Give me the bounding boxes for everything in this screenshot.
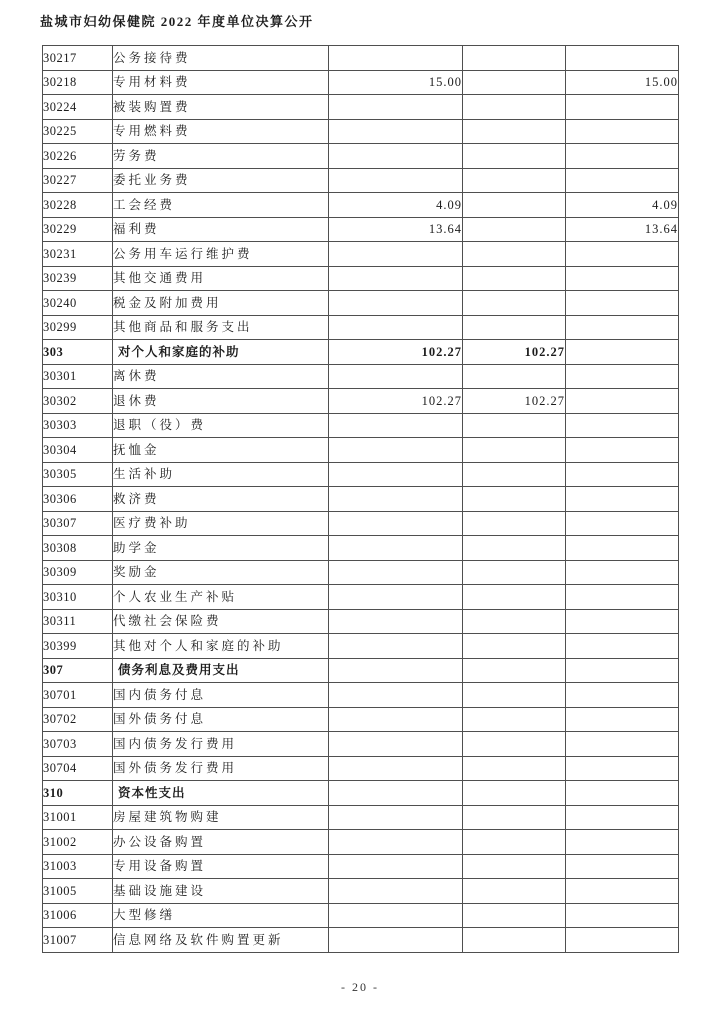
table-row — [43, 756, 679, 781]
name-cell: 助学金 — [113, 536, 329, 561]
value-cell-3 — [566, 291, 679, 316]
table-row — [43, 536, 679, 561]
name-cell: 国外债务付息 — [113, 707, 329, 732]
table-row — [43, 928, 679, 953]
code-cell: 30308 — [43, 536, 113, 561]
value-cell-3 — [566, 340, 679, 365]
value-cell-3 — [566, 315, 679, 340]
account-table — [42, 45, 679, 953]
table-row — [43, 70, 679, 95]
name-cell: 福利费 — [113, 217, 329, 242]
table-row — [43, 315, 679, 340]
name-cell: 房屋建筑物购建 — [113, 805, 329, 830]
code-cell: 30302 — [43, 389, 113, 414]
value-cell-3 — [566, 46, 679, 71]
value-cell-3 — [566, 683, 679, 708]
value-cell-1 — [329, 462, 463, 487]
value-cell-3 — [566, 144, 679, 169]
value-cell-2 — [463, 830, 566, 855]
code-cell: 30218 — [43, 70, 113, 95]
name-cell: 其他商品和服务支出 — [113, 315, 329, 340]
table-row — [43, 487, 679, 512]
value-cell-1 — [329, 634, 463, 659]
value-cell-2 — [463, 413, 566, 438]
code-cell: 30305 — [43, 462, 113, 487]
name-cell: 代缴社会保险费 — [113, 609, 329, 634]
name-cell: 信息网络及软件购置更新 — [113, 928, 329, 953]
table-row — [43, 340, 679, 365]
value-cell-2 — [463, 217, 566, 242]
table-row — [43, 438, 679, 463]
value-cell-3 — [566, 438, 679, 463]
table-row — [43, 560, 679, 585]
value-cell-2 — [463, 879, 566, 904]
name-cell: 对个人和家庭的补助 — [113, 340, 329, 365]
name-cell: 退休费 — [113, 389, 329, 414]
table-row — [43, 119, 679, 144]
value-cell-2 — [463, 46, 566, 71]
value-cell-2 — [463, 193, 566, 218]
table-row — [43, 291, 679, 316]
table-row — [43, 805, 679, 830]
value-cell-3 — [566, 168, 679, 193]
value-cell-1 — [329, 609, 463, 634]
name-cell: 生活补助 — [113, 462, 329, 487]
value-cell-3: 13.64 — [566, 217, 679, 242]
table-row — [43, 364, 679, 389]
value-cell-3 — [566, 854, 679, 879]
code-cell: 30310 — [43, 585, 113, 610]
name-cell: 工会经费 — [113, 193, 329, 218]
value-cell-1 — [329, 879, 463, 904]
name-cell: 国内债务付息 — [113, 683, 329, 708]
value-cell-3 — [566, 707, 679, 732]
name-cell: 奖励金 — [113, 560, 329, 585]
name-cell: 公务用车运行维护费 — [113, 242, 329, 267]
value-cell-2 — [463, 462, 566, 487]
name-cell: 专用材料费 — [113, 70, 329, 95]
value-cell-1 — [329, 536, 463, 561]
value-cell-3 — [566, 413, 679, 438]
name-cell: 公务接待费 — [113, 46, 329, 71]
value-cell-2 — [463, 119, 566, 144]
name-cell: 专用设备购置 — [113, 854, 329, 879]
value-cell-3 — [566, 364, 679, 389]
value-cell-1: 15.00 — [329, 70, 463, 95]
table-row — [43, 609, 679, 634]
value-cell-3 — [566, 634, 679, 659]
value-cell-3 — [566, 732, 679, 757]
table-row — [43, 389, 679, 414]
table-row — [43, 683, 679, 708]
name-cell: 退职（役）费 — [113, 413, 329, 438]
value-cell-1 — [329, 46, 463, 71]
code-cell: 31002 — [43, 830, 113, 855]
value-cell-3 — [566, 560, 679, 585]
value-cell-1 — [329, 854, 463, 879]
code-cell: 31003 — [43, 854, 113, 879]
table-row — [43, 732, 679, 757]
name-cell: 办公设备购置 — [113, 830, 329, 855]
table-row — [43, 585, 679, 610]
name-cell: 救济费 — [113, 487, 329, 512]
value-cell-1 — [329, 119, 463, 144]
code-cell: 30229 — [43, 217, 113, 242]
page-title: 盐城市妇幼保健院 2022 年度单位决算公开 — [40, 14, 314, 29]
value-cell-2 — [463, 707, 566, 732]
code-cell: 30231 — [43, 242, 113, 267]
code-cell: 307 — [43, 658, 113, 683]
code-cell: 30227 — [43, 168, 113, 193]
value-cell-2 — [463, 536, 566, 561]
code-cell: 30306 — [43, 487, 113, 512]
value-cell-2 — [463, 634, 566, 659]
name-cell: 被装购置费 — [113, 95, 329, 120]
value-cell-1 — [329, 781, 463, 806]
value-cell-2 — [463, 928, 566, 953]
table-row — [43, 511, 679, 536]
value-cell-3 — [566, 511, 679, 536]
value-cell-3 — [566, 585, 679, 610]
value-cell-2 — [463, 144, 566, 169]
code-cell: 31006 — [43, 903, 113, 928]
table-row — [43, 707, 679, 732]
value-cell-1 — [329, 315, 463, 340]
value-cell-1: 13.64 — [329, 217, 463, 242]
value-cell-3 — [566, 658, 679, 683]
value-cell-2 — [463, 658, 566, 683]
name-cell: 其他交通费用 — [113, 266, 329, 291]
name-cell: 资本性支出 — [113, 781, 329, 806]
account-table-body — [43, 46, 679, 953]
value-cell-1: 4.09 — [329, 193, 463, 218]
value-cell-2 — [463, 854, 566, 879]
name-cell: 抚恤金 — [113, 438, 329, 463]
table-row — [43, 658, 679, 683]
value-cell-1 — [329, 168, 463, 193]
value-cell-3 — [566, 536, 679, 561]
code-cell: 30301 — [43, 364, 113, 389]
value-cell-1 — [329, 266, 463, 291]
value-cell-2 — [463, 70, 566, 95]
value-cell-3 — [566, 266, 679, 291]
name-cell: 大型修缮 — [113, 903, 329, 928]
value-cell-2 — [463, 438, 566, 463]
name-cell: 劳务费 — [113, 144, 329, 169]
code-cell: 30225 — [43, 119, 113, 144]
value-cell-1 — [329, 95, 463, 120]
value-cell-2 — [463, 609, 566, 634]
value-cell-1: 102.27 — [329, 340, 463, 365]
value-cell-3 — [566, 119, 679, 144]
name-cell: 医疗费补助 — [113, 511, 329, 536]
code-cell: 30311 — [43, 609, 113, 634]
name-cell: 国内债务发行费用 — [113, 732, 329, 757]
code-cell: 30702 — [43, 707, 113, 732]
code-cell: 310 — [43, 781, 113, 806]
code-cell: 30701 — [43, 683, 113, 708]
value-cell-3 — [566, 487, 679, 512]
code-cell: 30239 — [43, 266, 113, 291]
value-cell-3 — [566, 830, 679, 855]
table-row — [43, 634, 679, 659]
value-cell-2 — [463, 683, 566, 708]
code-cell: 30703 — [43, 732, 113, 757]
name-cell: 个人农业生产补贴 — [113, 585, 329, 610]
table-row — [43, 413, 679, 438]
value-cell-1 — [329, 511, 463, 536]
value-cell-3: 15.00 — [566, 70, 679, 95]
value-cell-1 — [329, 732, 463, 757]
table-row — [43, 242, 679, 267]
value-cell-3 — [566, 903, 679, 928]
value-cell-3 — [566, 879, 679, 904]
table-row — [43, 903, 679, 928]
value-cell-3 — [566, 805, 679, 830]
value-cell-2 — [463, 560, 566, 585]
value-cell-1 — [329, 438, 463, 463]
value-cell-3 — [566, 756, 679, 781]
name-cell: 其他对个人和家庭的补助 — [113, 634, 329, 659]
value-cell-2 — [463, 266, 566, 291]
table-row — [43, 266, 679, 291]
code-cell: 30224 — [43, 95, 113, 120]
code-cell: 30303 — [43, 413, 113, 438]
name-cell: 债务利息及费用支出 — [113, 658, 329, 683]
value-cell-2 — [463, 487, 566, 512]
value-cell-1 — [329, 585, 463, 610]
value-cell-1 — [329, 560, 463, 585]
code-cell: 30226 — [43, 144, 113, 169]
value-cell-1 — [329, 144, 463, 169]
value-cell-1 — [329, 658, 463, 683]
code-cell: 30217 — [43, 46, 113, 71]
value-cell-1 — [329, 487, 463, 512]
table-row — [43, 830, 679, 855]
code-cell: 31007 — [43, 928, 113, 953]
value-cell-2: 102.27 — [463, 340, 566, 365]
table-row — [43, 193, 679, 218]
value-cell-1 — [329, 413, 463, 438]
value-cell-3 — [566, 609, 679, 634]
code-cell: 30304 — [43, 438, 113, 463]
value-cell-2 — [463, 903, 566, 928]
value-cell-1 — [329, 291, 463, 316]
code-cell: 30309 — [43, 560, 113, 585]
value-cell-2: 102.27 — [463, 389, 566, 414]
value-cell-1 — [329, 830, 463, 855]
value-cell-1 — [329, 242, 463, 267]
table-row — [43, 217, 679, 242]
value-cell-3 — [566, 242, 679, 267]
code-cell: 31005 — [43, 879, 113, 904]
table-row — [43, 854, 679, 879]
value-cell-2 — [463, 291, 566, 316]
table-row — [43, 95, 679, 120]
table-row — [43, 781, 679, 806]
value-cell-2 — [463, 168, 566, 193]
value-cell-2 — [463, 585, 566, 610]
code-cell: 30307 — [43, 511, 113, 536]
value-cell-2 — [463, 242, 566, 267]
value-cell-1 — [329, 683, 463, 708]
value-cell-1 — [329, 707, 463, 732]
value-cell-3 — [566, 389, 679, 414]
value-cell-2 — [463, 95, 566, 120]
name-cell: 离休费 — [113, 364, 329, 389]
name-cell: 税金及附加费用 — [113, 291, 329, 316]
value-cell-2 — [463, 315, 566, 340]
value-cell-3 — [566, 928, 679, 953]
value-cell-2 — [463, 805, 566, 830]
table-row — [43, 462, 679, 487]
value-cell-3 — [566, 95, 679, 120]
value-cell-1 — [329, 364, 463, 389]
code-cell: 30704 — [43, 756, 113, 781]
code-cell: 31001 — [43, 805, 113, 830]
code-cell: 303 — [43, 340, 113, 365]
name-cell: 委托业务费 — [113, 168, 329, 193]
code-cell: 30240 — [43, 291, 113, 316]
table-row — [43, 46, 679, 71]
value-cell-2 — [463, 732, 566, 757]
table-row — [43, 168, 679, 193]
value-cell-3 — [566, 781, 679, 806]
value-cell-1 — [329, 928, 463, 953]
value-cell-1 — [329, 903, 463, 928]
table-row — [43, 879, 679, 904]
value-cell-3 — [566, 462, 679, 487]
value-cell-2 — [463, 364, 566, 389]
code-cell: 30299 — [43, 315, 113, 340]
value-cell-2 — [463, 756, 566, 781]
name-cell: 国外债务发行费用 — [113, 756, 329, 781]
value-cell-2 — [463, 511, 566, 536]
value-cell-1 — [329, 756, 463, 781]
code-cell: 30228 — [43, 193, 113, 218]
code-cell: 30399 — [43, 634, 113, 659]
value-cell-2 — [463, 781, 566, 806]
name-cell: 专用燃料费 — [113, 119, 329, 144]
table-row — [43, 144, 679, 169]
value-cell-1: 102.27 — [329, 389, 463, 414]
value-cell-1 — [329, 805, 463, 830]
value-cell-3: 4.09 — [566, 193, 679, 218]
page-number: - 20 - — [341, 980, 379, 994]
name-cell: 基础设施建设 — [113, 879, 329, 904]
